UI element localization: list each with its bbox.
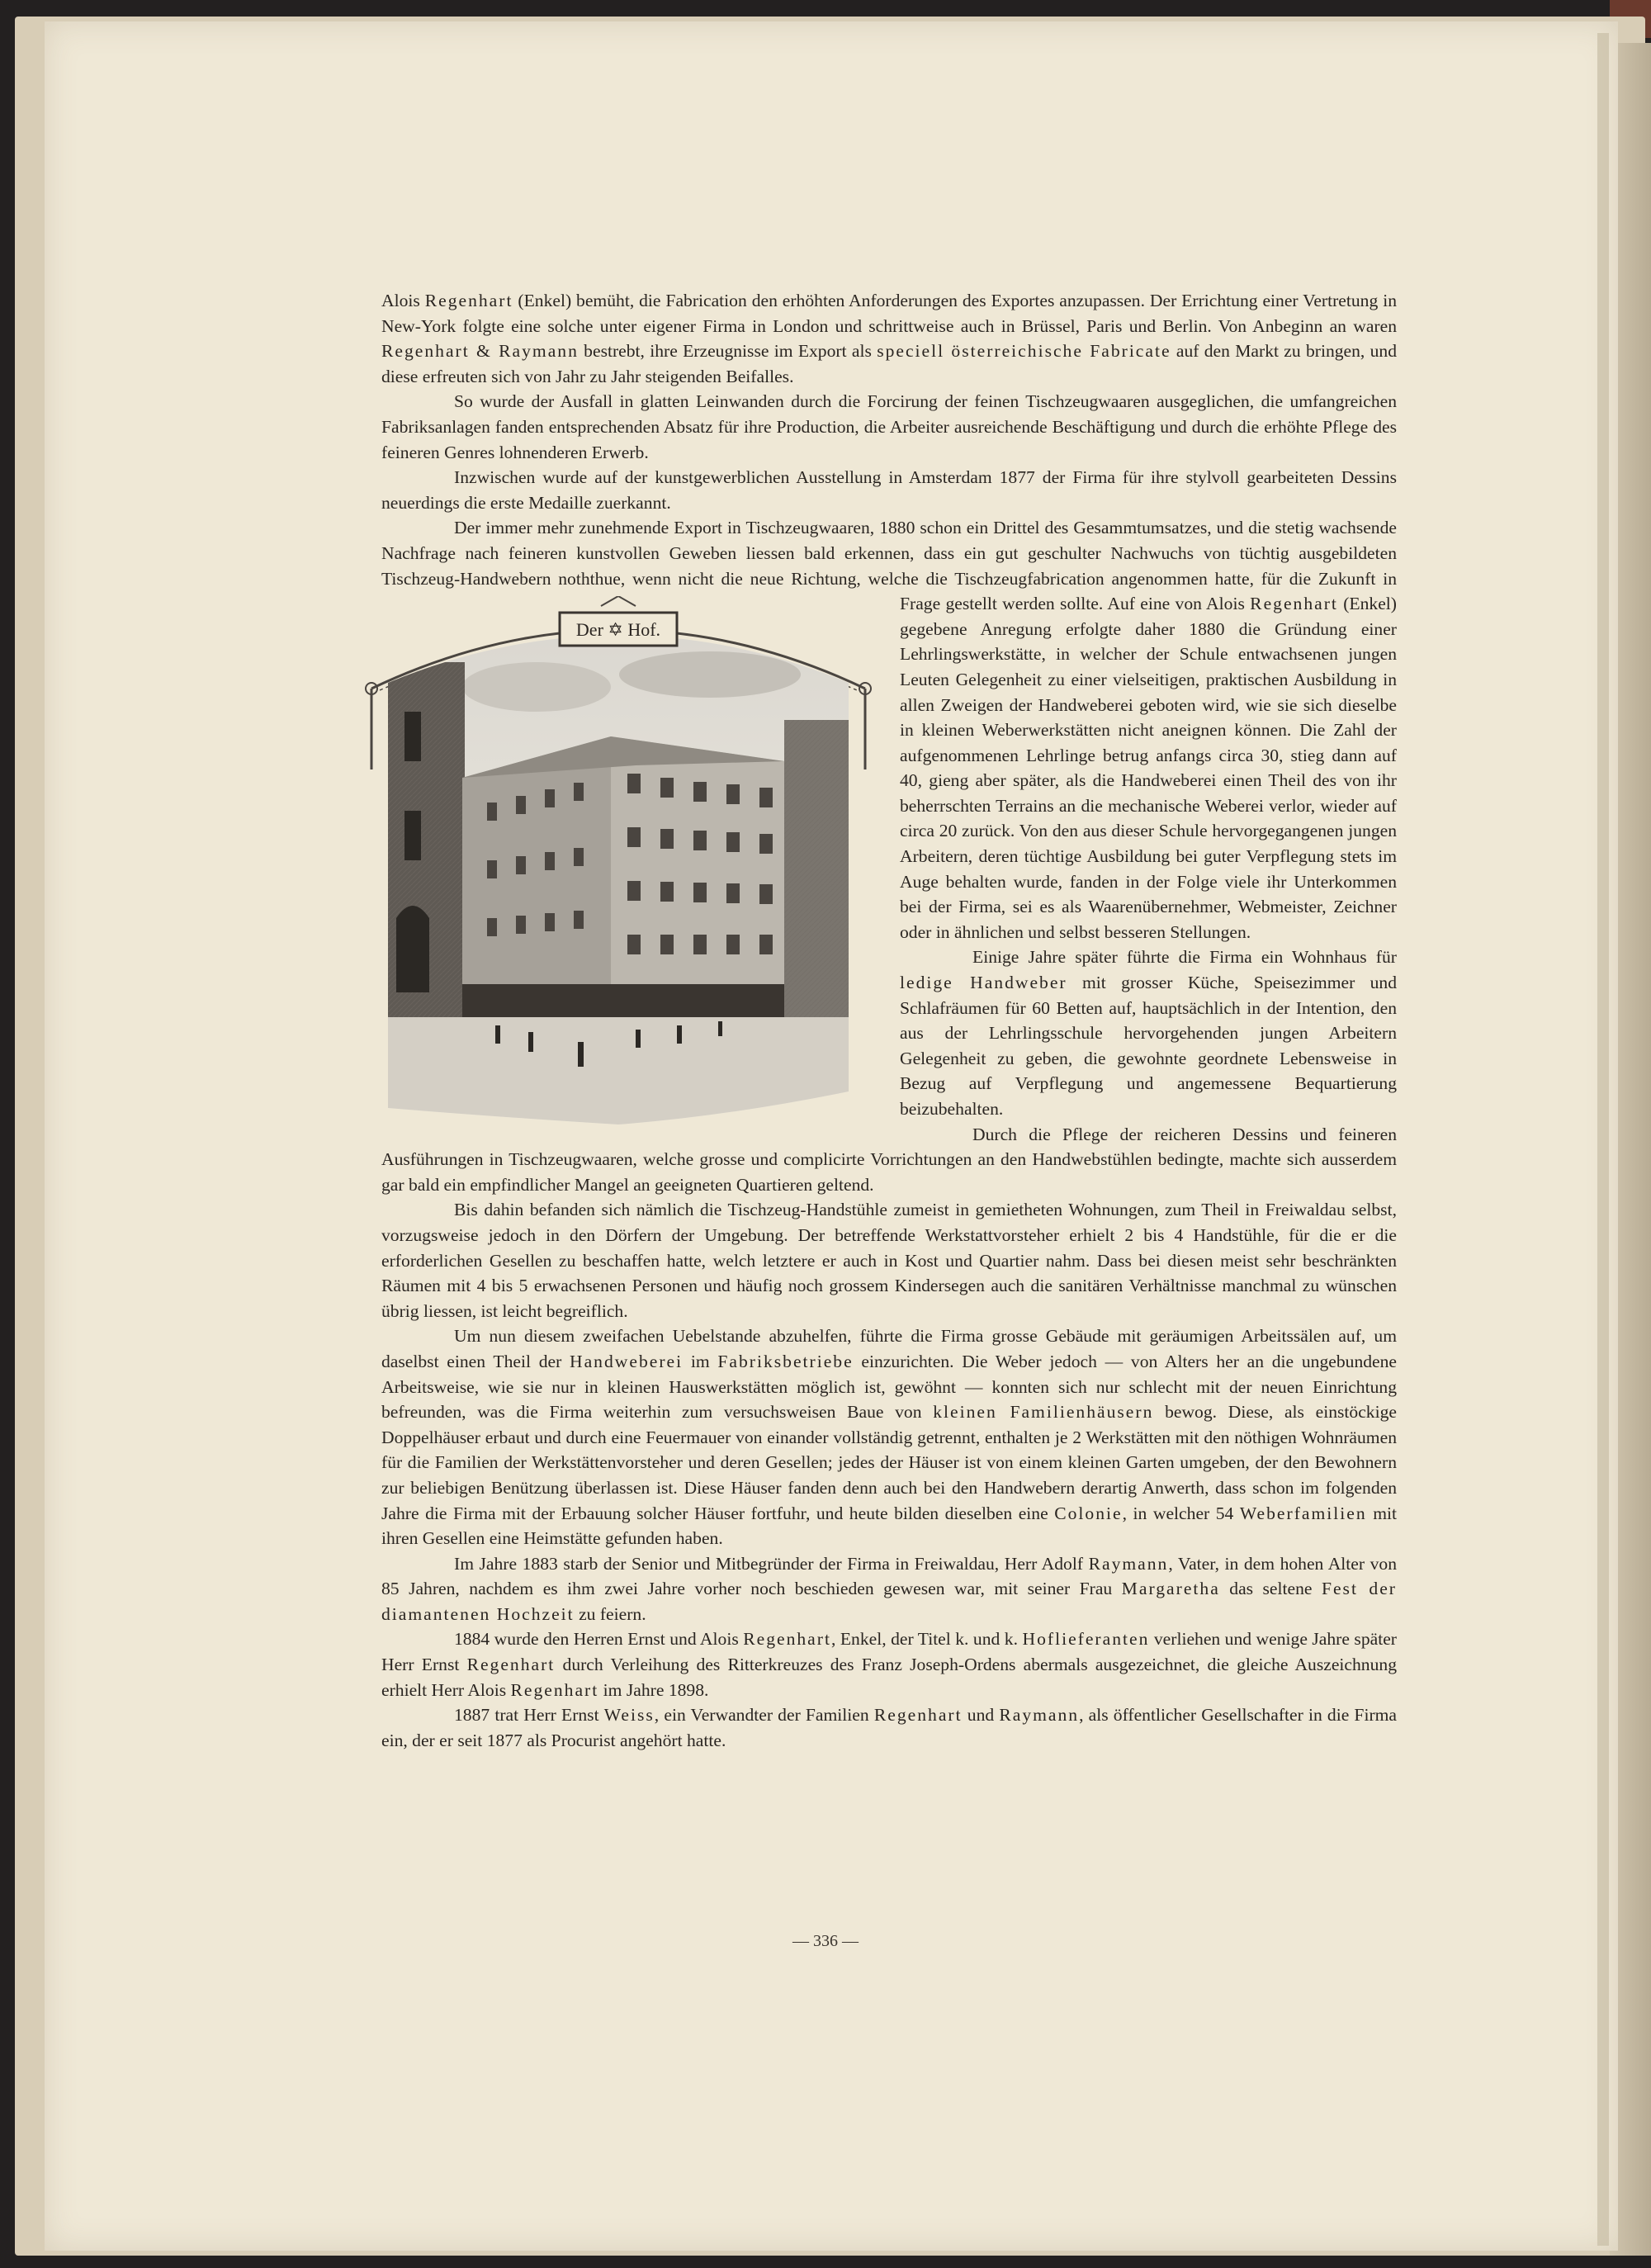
text-run: (Enkel) gegebene Anregung erfolgte daher 1880 die Gründung einer Lehrlingswerkstätte, in welcher der Schule entwachsenen jungen Leuten Gelegenheit zu einer vielseitigen, praktischen Ausbildung in allen Zweigen der Handweberei geboten wird, wie sie sich dieselbe in kleinen Weberwerkstätten nicht aneignen können. Die Zahl der aufgenommenen Lehrlinge betrug anfangs circa 30, stieg dann auf 40, gieng aber später, als die Handweberei einen Theil des von ihr beherrschten Terrains an die mechanische Weberei verlor, wieder auf circa 20 zurück. Von den aus dieser Schule hervorgegangenen jungen Arbeitern, deren tüchtige Ausbildung bei guter Verpflegung stets im Auge behalten wurde, fanden in der Folge viele ihr Unterkommen bei der Firma, sei es als Waarenübernehmer, Webmeister, Zeichner oder in ähnlichen und selbst besseren Stellungen. [900,594,1397,942]
text-run: Alois [381,291,425,310]
spaced-name: Regenhart [466,1655,556,1675]
text-run: , Enkel, der Titel k. und k. [830,1629,1023,1650]
text-run: Um nun diesem zweifachen Uebelstande abzuhelfen, führte die Firma grosse Gebäude mit geräumigen Arbeitssälen auf, um daselbst einen Theil der [381,1326,1397,1371]
text-run: , als öffentlicher Gesellschafter in die Firma ein, der er seit 1877 als Procurist angehört hatte. [381,1705,1398,1750]
spaced-name: Regenhart [743,1629,831,1650]
paragraph [381,1702,1397,1753]
spaced-name: Regenhart [510,1679,599,1700]
paragraph [381,1323,1397,1551]
text-run: mit grosser Küche, Speisezimmer und Schlafräumen für 60 Betten auf, hauptsächlich in der Intention, den aus der Lehrlingsschule hervorgehenden jungen Arbeitern Gelegenheit zu geben, die gewohnte geordnete Lebensweise in Bezug auf Verpflegung und angemessene Bequartierung beizubehalten. [900,973,1397,1119]
spaced-phrase: Handweberei [570,1351,684,1371]
text-run: im [683,1351,718,1371]
spaced-name: Raymann [1088,1553,1169,1574]
spaced-phrase: kleinen Familienhäusern [933,1402,1154,1423]
spaced-name: Margaretha [1121,1579,1220,1599]
spaced-name: Weiss [603,1705,655,1726]
text-run: Im Jahre 1883 starb der Senior und Mitbegründer der Firma in Freiwaldau, Herr Adolf [454,1553,1089,1574]
text-run: auf den Markt zu bringen, und diese erfreuten sich von Jahr zu Jahr steigenden Beifalles. [381,341,1398,386]
text-run: Der immer mehr zunehmende Export in Tischzeugwaaren, 1880 schon ein Drittel des Gesammtumsatzes, und die stetig wachsende Nachfrage nach feineren kunstvollen Geweben liessen bald erkennen, dass ein gut geschulter Nachwuchs von tüchtig ausgebildeten Tischzeug-Handwebern noththue, wenn nicht die neue Richtung, welche die Tischzeugfabrication angenommen hatte, für die Zukunft in Frage gestellt werden sollte. Auf eine von Alois [381,518,1397,614]
paragraph: So wurde der Ausfall in glatten Leinwanden durch die Forcirung der feinen Tischzeugwaaren ausgeglichen, die umfangreichen Fabriksanlagen fanden entsprechenden Absatz für ihre Production, die Arbeiter ausreichende Beschäftigung und durch die erhöhte Pflege des feineren Genres lohnenderen Erwerb. [381,391,1397,462]
spaced-phrase: Fest der diamantenen Hochzeit [381,1579,1397,1624]
paragraph: Inzwischen wurde auf der kunstgewerblichen Ausstellung in Amsterdam 1877 der Firma für ihre stylvoll gearbeiteten Dessins neuerdings die erste Medaille zuerkannt. [381,467,1397,513]
text-run: Einige Jahre später führte die Firma ein Wohnhaus für [972,947,1397,968]
text-run: einzurichten. Die Weber jedoch — von Alters her an die ungebundene Arbeitsweise, wie sie nur in kleinen Hauswerkstätten möglich ist, gewöhnt — konnten sich nur schlecht mit der neuen Einrichtung befreunden, was die Firma weiterhin zum versuchsweisen Baue von [381,1351,1397,1423]
spaced-phrase: Weberfamilien [1239,1503,1367,1523]
spaced-phrase: Fabriksbetriebe [717,1351,854,1371]
paragraph: Bis dahin befanden sich nämlich die Tischzeug-Handstühle zumeist in gemietheten Wohnungen, zum Theil in Freiwaldau selbst, vorzugsweise jedoch in den Dörfern der Umgebung. Der betreffende Werkstattvorsteher erhielt 2 bis 4 Handstühle, für die er die erforderlichen Gesellen zu beschaffen hatte, welch letztere er auch in Kost und Quartier nahm. Dass bei diesen meist sehr beschränkten Räumen mit 4 bis 5 erwachsenen Personen und häufig noch grossem Kindersegen auch die sanitären Verhältnisse manchmal zu wünschen übrig liessen, ist leicht begreiflich. [381,1200,1397,1321]
text-run: und [962,1705,1000,1726]
street-scene [363,596,873,1133]
spaced-name: Regenhart & Raymann [381,341,579,362]
spaced-name: Regenhart [424,291,513,310]
paragraph: Durch die Pflege der reicheren Dessins und feineren Ausführungen in Tischzeugwaaren, welche grosse und complicirte Vorrichtungen an den Handwebstühlen bedingte, machte sich ausserdem gar bald ein empfindlicher Mangel an geeigneten Quartieren geltend. [381,1124,1397,1195]
page-number: — 336 — [792,1932,859,1950]
text-run: bestrebt, ihre Erzeugnisse im Export als [578,341,878,362]
text-run: (Enkel) bemüht, die Fabrication den erhöhten Anforderungen des Exportes anzupassen. Der Errichtung einer Vertretung in New-York folgte eine solche unter eigener Firma in London und schrittweise auch in Brüssel, Paris und Berlin. Von Anbeginn an waren [381,291,1397,336]
text-run: im Jahre 1898. [598,1679,709,1700]
spaced-phrase: ledige Handweber [900,973,1067,993]
spaced-name: Raymann [999,1705,1080,1726]
text-run: bewog. Diese, als einstöckige Doppelhäuser erbaut und durch eine Feuermauer von einander vollständig getrennt, enthalten je 2 Werkstätten mit den nöthigen Wohnräumen für die Familien der Werkstättenvorsteher und deren Gesellen; jedes der Häuser ist von einem kleinen Garten umgeben, der den Bewohnern zur beliebigen Benützung überlassen ist. Diese Häuser fanden denn auch bei den Handwebern derartig Anwerth, dass schon im folgenden Jahre die Firma mit der Erbauung solcher Häuser fortfuhr, und heute bilden dieselben eine [381,1402,1397,1523]
text-run: 1887 trat Herr Ernst [454,1705,604,1726]
text-run: durch Verleihung des Ritterkreuzes des Franz Joseph-Ordens abermals ausgezeichnet, die gleiche Auszeichnung erhielt Herr Alois [381,1655,1397,1700]
text-run: verliehen und wenige Jahre später Herr Ernst [381,1629,1397,1675]
paragraph [381,1626,1397,1702]
spaced-name: Regenhart [873,1705,963,1726]
paragraph [381,288,1397,389]
sign-text: Der ✡ Hof. [575,619,661,641]
text-run: , ein Verwandter der Familien [654,1705,874,1726]
text-run: , Vater, in dem hohen Alter von 85 Jahren, nachdem es ihm zwei Jahre vorher noch beschieden gewesen war, mit seiner Frau [381,1553,1397,1599]
text-run: mit ihren Gesellen eine Heimstätte gefunden haben. [381,1503,1397,1549]
text-run: zu feiern. [574,1603,646,1624]
paragraph [381,515,1397,945]
spaced-phrase: Colonie [1054,1503,1123,1523]
spaced-phrase: Hoflieferanten [1022,1629,1150,1650]
body-text [381,288,1397,1753]
page-fore-edge [1597,33,1609,2246]
paragraph [381,1551,1397,1627]
text-run: , in welcher 54 [1122,1503,1240,1523]
text-run: das seltene [1219,1579,1322,1599]
spaced-phrase: speciell österreichische Fabricate [877,341,1171,362]
text-run: 1884 wurde den Herren Ernst und Alois [454,1629,744,1650]
spaced-name: Regenhart [1250,594,1338,614]
illustration-der-hof [363,596,873,1133]
building-engraving [363,596,873,1133]
